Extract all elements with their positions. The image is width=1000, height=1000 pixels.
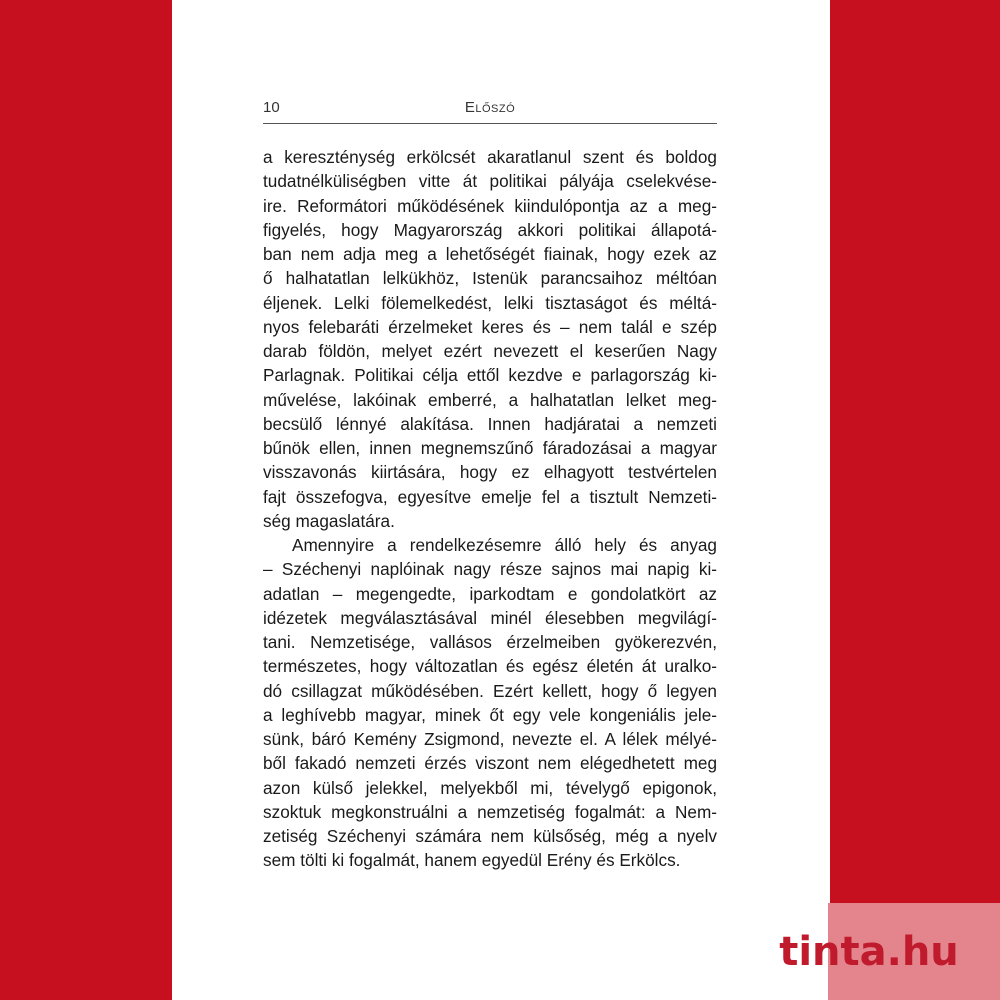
- text-line: ire. Reformátori működésének kiindulópontja az a meg-: [263, 195, 717, 216]
- text-line: azon külső jelekkel, melyekből mi, tévelygő epigonok,: [263, 777, 717, 798]
- text-line: a leghívebb magyar, minek őt egy vele kongeniális jele-: [263, 704, 717, 725]
- text-line: ő halhatatlan lelkükhöz, Istenük parancsaihoz méltóan: [263, 268, 717, 289]
- text-line: Parlagnak. Politikai célja ettől kezdve e parlagország ki-: [263, 365, 717, 386]
- text-line: bűnök ellen, innen megnemszűnő fáradozásai a magyar: [263, 438, 717, 458]
- text-line: ban nem adja meg a lehetőségét fiainak, hogy ezek az: [263, 244, 717, 264]
- book-page: [172, 0, 830, 1000]
- text-line: a kereszténység erkölcsét akaratlanul szent és boldog: [263, 147, 717, 167]
- text-line: adatlan – megengedte, iparkodtam e gondolatkört az: [263, 583, 717, 604]
- text-line: természetes, hogy változatlan és egész életén át uralko-: [263, 656, 717, 677]
- body-text: [263, 145, 717, 873]
- paragraph: [263, 145, 717, 533]
- text-line: – Széchenyi naplóinak nagy része sajnos mai napig ki-: [263, 559, 717, 580]
- text-line: zetiség Széchenyi számára nem külsőség, még a nyelv: [263, 826, 717, 846]
- page-number: 10: [263, 99, 280, 116]
- text-line: művelése, lakóinak emberré, a halhatatlan lelket meg-: [263, 389, 717, 410]
- text-line: darab földön, melyet ezért nevezett el keserűen Nagy: [263, 341, 717, 361]
- text-line: tudatnélküliségben vitte át politikai pályája cselekvése-: [263, 171, 717, 192]
- text-line: éljenek. Lelki fölemelkedést, lelki tisztaságot és méltá-: [263, 292, 717, 313]
- text-line: Amennyire a rendelkezésemre álló hely és anyag: [292, 535, 717, 555]
- text-line: ből fakadó nemzeti érzés viszont nem elégedhetett meg: [263, 753, 717, 774]
- text-line: idézetek megválasztásával minél élesebben megvilágí-: [263, 607, 717, 628]
- page-header: [263, 99, 717, 124]
- text-line: szoktuk megkonstruálni a nemzetiség fogalmát: a Nem-: [263, 801, 717, 822]
- text-line: sem tölti ki fogalmát, hanem egyedül Erény és Erkölcs.: [263, 850, 681, 871]
- text-line: ség magaslatára.: [263, 510, 395, 531]
- text-line: sünk, báró Kemény Zsigmond, nevezte el. A lélek mélyé-: [263, 729, 717, 749]
- text-line: tani. Nemzetisége, vallásos érzelmeiben gyökerezvén,: [263, 632, 717, 652]
- watermark-text: tinta.hu: [779, 928, 959, 975]
- text-line: figyelés, hogy Magyarország akkori politikai állapotá-: [263, 219, 717, 240]
- paragraph: [263, 533, 717, 873]
- text-line: fajt összefogva, egyesítve emelje fel a tisztult Nemzeti-: [263, 486, 717, 507]
- text-line: becsülő lénnyé alakítása. Innen hadjáratai a nemzeti: [263, 413, 717, 434]
- text-line: dó csillagzat működésében. Ezért kellett, hogy ő legyen: [263, 680, 717, 701]
- watermark-logo: [779, 903, 1000, 1000]
- text-line: visszavonás kiirtására, hogy ez elhagyott testvértelen: [263, 462, 717, 483]
- running-head: Előszó: [464, 99, 516, 116]
- text-line: nyos felebaráti érzelmeket keres és – nem talál e szép: [263, 316, 717, 337]
